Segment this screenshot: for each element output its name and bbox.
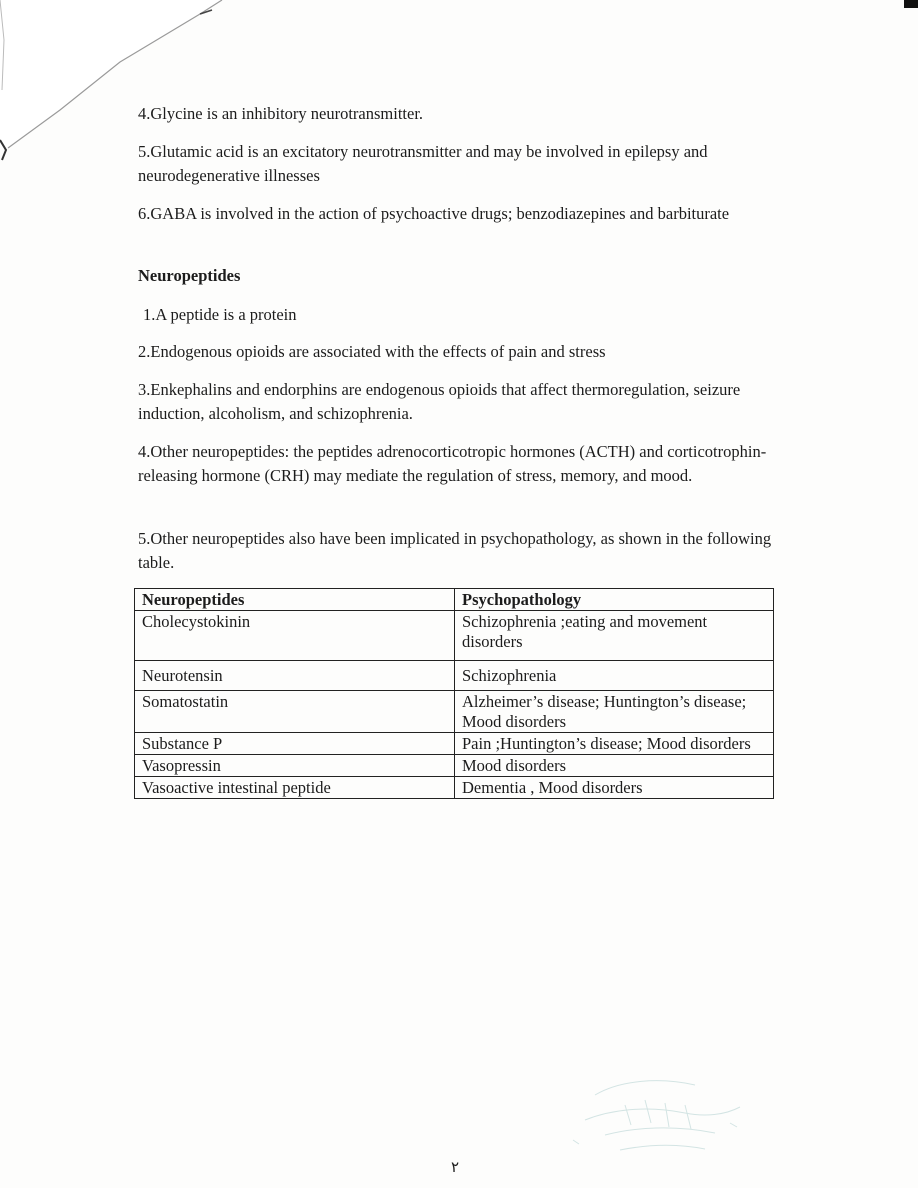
table-row: [135, 777, 774, 799]
faint-stamp-mark: [565, 1065, 755, 1165]
table-cell-neuropeptide: Cholecystokinin: [135, 611, 455, 661]
table-header-neuropeptides: Neuropeptides: [135, 589, 455, 611]
paragraph-glutamic-acid: 5.Glutamic acid is an excitatory neurotransmitter and may be involved in epilepsy and neurodegenerative illnesses: [138, 142, 708, 185]
table-row: [135, 755, 774, 777]
table-cell-psychopathology: Alzheimer’s disease; Huntington’s disease; Mood disorders: [455, 691, 774, 733]
paragraph-endogenous-opioids: 2.Endogenous opioids are associated with the effects of pain and stress: [138, 342, 606, 361]
table-cell-neuropeptide: Neurotensin: [135, 661, 455, 691]
table-cell-neuropeptide: Somatostatin: [135, 691, 455, 733]
table-row: [135, 733, 774, 755]
table-cell-psychopathology: Dementia , Mood disorders: [455, 777, 774, 799]
table-header-psychopathology: Psychopathology: [455, 589, 774, 611]
table-header-row: [135, 589, 774, 611]
table-row: [135, 691, 774, 733]
scan-corner-mark: [904, 0, 918, 8]
paragraph-glycine: 4.Glycine is an inhibitory neurotransmitter.: [138, 104, 424, 123]
paragraph-other-neuropeptides: 4.Other neuropeptides: the peptides adrenocorticotropic hormones (ACTH) and corticotrophin- releasing hormone (CRH) may mediate the regulation of stress, memory, and mood.: [138, 442, 767, 485]
table-cell-neuropeptide: Substance P: [135, 733, 455, 755]
table-cell-neuropeptide: Vasoactive intestinal peptide: [135, 777, 455, 799]
paragraph-enkephalins: 3.Enkephalins and endorphins are endogenous opioids that affect thermoregulation, seizure induction, alcoholism, and schizophrenia.: [138, 380, 741, 423]
neuropeptides-table: [134, 588, 774, 799]
table-cell-psychopathology: Mood disorders: [455, 755, 774, 777]
paragraph-psychopathology-intro: 5.Other neuropeptides also have been implicated in psychopathology, as shown in the following table.: [138, 529, 772, 572]
paragraph-gaba: 6.GABA is involved in the action of psychoactive drugs; benzodiazepines and barbiturate: [138, 204, 730, 223]
table-cell-psychopathology: Schizophrenia: [455, 661, 774, 691]
table-row: [135, 611, 774, 661]
paragraph-peptide: 1.A peptide is a protein: [143, 305, 297, 324]
table-cell-psychopathology: Pain ;Huntington’s disease; Mood disorders: [455, 733, 774, 755]
table-row: [135, 661, 774, 691]
section-heading-neuropeptides: Neuropeptides: [138, 266, 241, 285]
table-cell-neuropeptide: Vasopressin: [135, 755, 455, 777]
table-cell-psychopathology: Schizophrenia ;eating and movement disorders: [455, 611, 774, 661]
page-number: ٢: [451, 1160, 460, 1176]
